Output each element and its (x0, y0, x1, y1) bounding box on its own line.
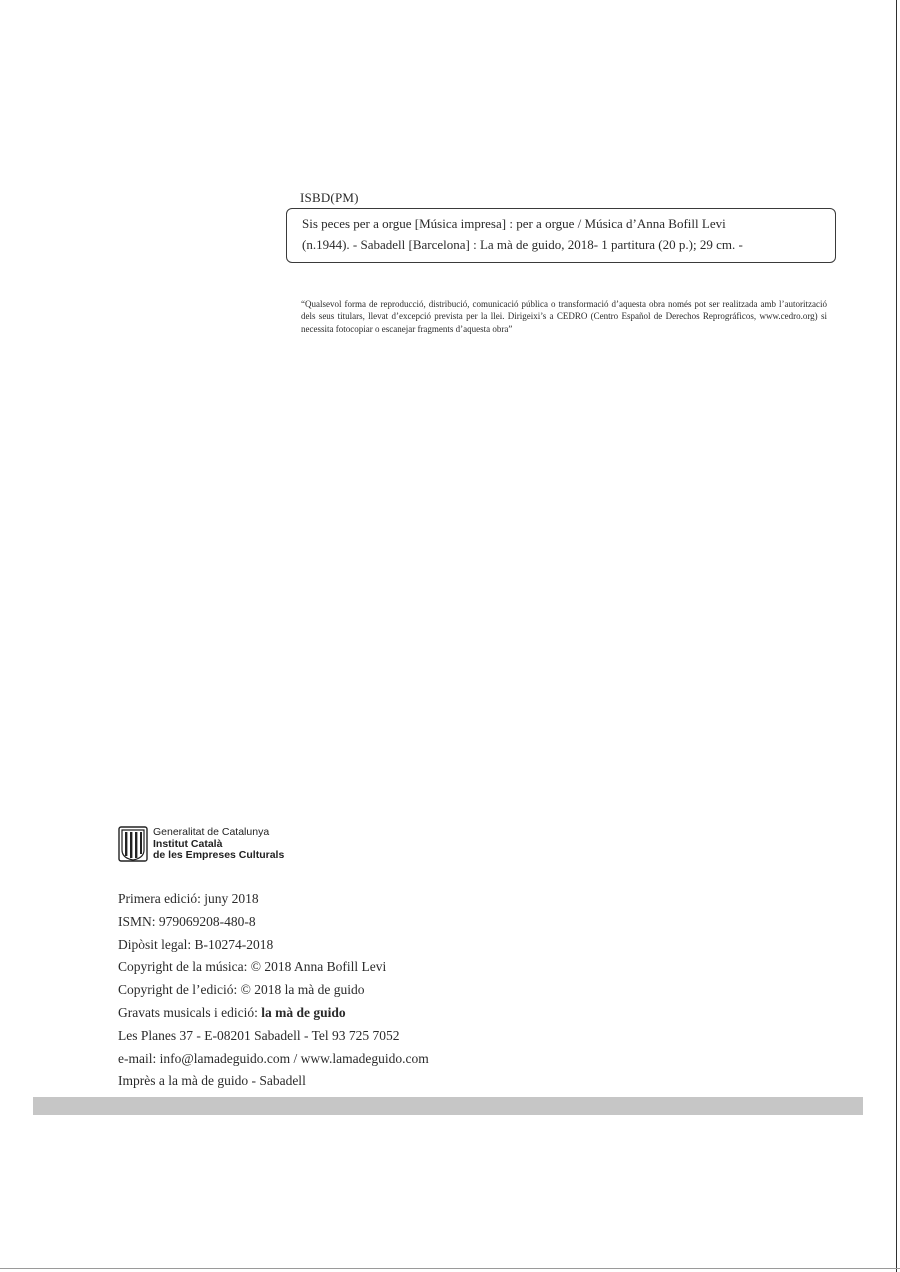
footer-decorative-rule (33, 1097, 863, 1115)
cataloguing-record-box (286, 208, 836, 263)
publisher-contact: e-mail: info@lamadeguido.com / www.lamadeguido.com (118, 1050, 429, 1066)
edition-copyright: Copyright de l’edició: © 2018 la mà de guido (118, 982, 365, 998)
legal-deposit: Dipòsit legal: B-10274-2018 (118, 936, 274, 952)
sponsor-line-3: de les Empreses Culturals (153, 849, 285, 861)
cataloguing-record-line-2: (n.1944). - Sabadell [Barcelona] : La mà de guido, 2018- 1 partitura (20 p.); 29 cm. - (302, 237, 743, 252)
sponsor-line-1: Generalitat de Catalunya (153, 826, 270, 838)
edition-credits (118, 888, 429, 1093)
publisher-name: la mà de guido (261, 1004, 346, 1020)
page-edge-bottom (0, 1268, 900, 1269)
engraving-credit (118, 1002, 429, 1025)
page-edge-right (896, 0, 897, 1272)
sponsor-name (153, 827, 284, 862)
publisher-address: Les Planes 37 - E-08201 Sabadell - Tel 93 725 7052 (118, 1027, 400, 1043)
copyright-legal-notice: “Qualsevol forma de reproducció, distribució, comunicació pública o transformació d’aquesta obra només pot ser realitzada amb l’autorització dels seus titulars, llevat d’excepció prevista per la llei. Dirigeixi’s a CEDRO (Centro Español de Derechos Reprográficos, www.cedro.org) si necessita fotocopiar o escanejar fragments d’aquesta obra” (301, 299, 827, 334)
engraving-prefix: Gravats musicals i edició: (118, 1004, 262, 1020)
ismn: ISMN: 979069208-480-8 (118, 913, 256, 929)
isbd-label: ISBD(PM) (300, 190, 359, 205)
printed-by: Imprès a la mà de guido - Sabadell (118, 1073, 306, 1089)
sponsor-line-2: Institut Català (153, 837, 223, 850)
generalitat-catalunya-logo-icon (118, 826, 148, 862)
sponsor-block (118, 826, 358, 864)
cataloguing-record-line-1: Sis peces per a orgue [Música impresa] : per a orgue / Música d’Anna Bofill Levi (302, 216, 726, 231)
music-copyright: Copyright de la música: © 2018 Anna Bofill Levi (118, 959, 387, 975)
edition-date: Primera edició: juny 2018 (118, 891, 259, 906)
